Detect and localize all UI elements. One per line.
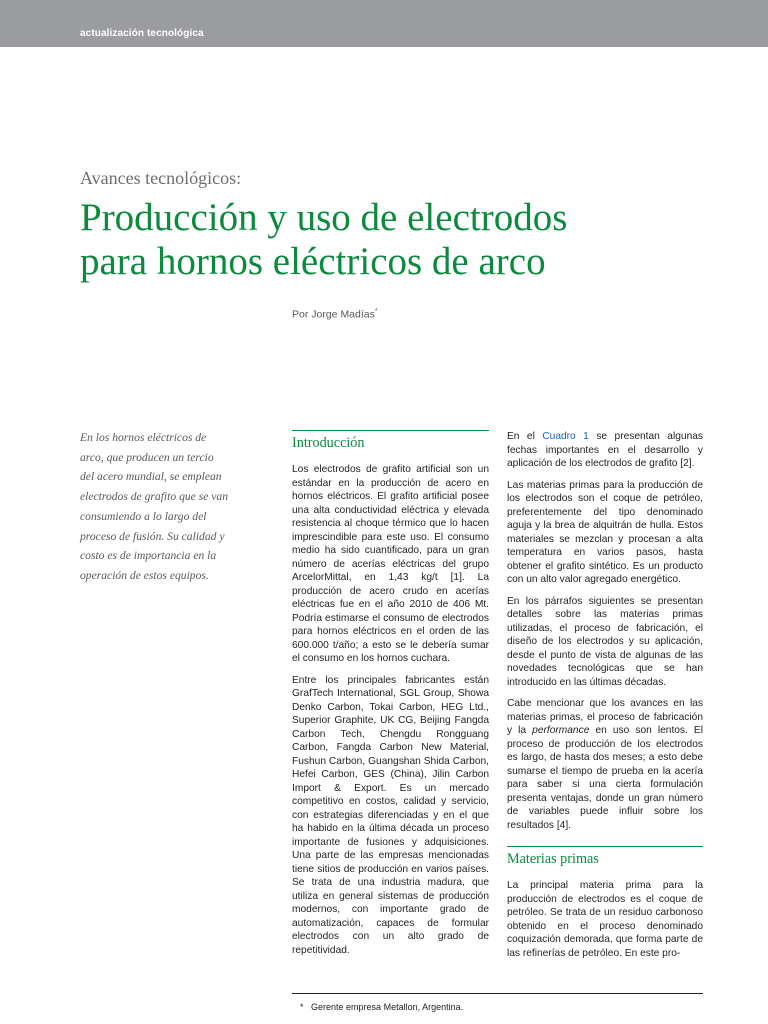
body-column-left <box>292 430 489 965</box>
paragraph: Los electrodos de grafito artificial son un estándar en la producción de acero en hornos eléctricos. El grafito artificial posee una alta conductividad eléctrica y elevada resistencia al choque térmico que lo hacen imprescindible para este uso. El consumo medio ha sido cuantificado, para un gran número de acerías eléctricas del grupo ArcelorMittal, en 1,43 kg/t [1]. La producción de acero crudo en acerías eléctricas fue en el año 2010 de 406 Mt. Podría estimarse el consumo de electrodos para hornos eléctricos en el orden de las 600.000 t/año; a esto se le debería sumar el consumo en los hornos cuchara. <box>292 464 489 664</box>
summary-line: consumiendo a lo largo del <box>80 509 207 523</box>
summary-line: arco, que producen un tercio <box>80 450 214 464</box>
paragraph: La principal materia prima para la producción de electrodos es el coque de petróleo. Se trata de un residuo carbonoso obtenido en el proceso denominado coquización demorada, que forma parte de las refinerías de petróleo. En este pro- <box>507 880 703 959</box>
article-summary <box>80 428 258 586</box>
paragraph: En los párrafos siguientes se presentan detalles sobre las materias primas utilizadas, el proceso de fabricación, el diseño de los electrodos y su aplicación, desde el punto de vista de algunas de las novedades tecnológicas que se han introducido en las últimas décadas. <box>507 595 703 688</box>
summary-line: electrodos de grafito que se van <box>80 490 229 504</box>
article-kicker: Avances tecnológicos: <box>80 168 242 188</box>
paragraph: Las materias primas para la producción de los electrodos son el coque de petróleo, preferentemente del tipo denominado aguja y la brea de alquitrán de hulla. Estos materiales se mezclan y procesan a alta temperatura en varios pasos, hasta obtener el grafito sintético. Es un producto con un alto valor agregado energético. <box>507 479 703 585</box>
section-heading-materias-primas: Materias primas <box>507 846 703 869</box>
section-heading-introduccion: Introducción <box>292 430 489 453</box>
paragraph: Entre los principales fabricantes están GrafTech International, SGL Group, Showa Denko Carbon, Tokai Carbon, HEG Ltd., Superior Graphite, UK CG, Beijing Fangda Carbon Tech, Chengdu Rongguang Carbon, Fangda Carbon New Material, Fushun Carbon, Guangshan Shida Carbon, Hefei Carbon, GES (China), Jilin Carbon Import & Export. Es un mercado competitivo en costos, calidad y servicio, con estrategias diferenciadas y en el que ha habido en la última década un proceso importante de fusiones y adquisiciones. Una parte de las empresas mencionadas tiene sitios de producción en varios países. Se trata de una industria madura, que utiliza en general sistemas de producción modernos, con importante grado de automatización, capaces de formular electrodos con un alto grado de repetitividad. <box>292 674 489 956</box>
paragraph-text: En el <box>507 431 543 442</box>
cuadro-1-link[interactable]: Cuadro 1 <box>542 431 589 442</box>
footnote <box>300 1002 463 1012</box>
paragraph-text: en uso son lentos. El proceso de producción de los electrodos es largo, de hasta dos meses; a esto debe sumarse el tiempo de prueba en la acería para saber si una cierta formulación presenta ventajas, donde un gran número de variables puede influir sobre los resultados [4]. <box>507 725 703 831</box>
byline <box>292 308 378 321</box>
paragraph <box>507 430 703 471</box>
author-name: Por Jorge Madías <box>292 308 375 321</box>
section-label: actualización tecnológica <box>80 28 204 39</box>
paragraph-text: Cabe mencionar que los avances en las materias primas, el proceso de fabricación y la <box>507 698 703 736</box>
body-column-right <box>507 430 703 968</box>
footnote-text: Gerente empresa Metallon, Argentina. <box>311 1002 464 1012</box>
summary-line: proceso de fusión. Su calidad y <box>80 529 225 543</box>
emphasis: performance <box>532 725 590 736</box>
footnote-mark: * <box>300 1002 304 1012</box>
article-title <box>80 196 720 284</box>
paragraph <box>507 697 703 832</box>
summary-line: costo es de importancia en la <box>80 549 217 563</box>
paragraph-text: se presentan algunas fechas importantes en el desarrollo y aplicación de los electrodos de grafito [2]. <box>507 431 703 469</box>
section-header-bar <box>0 0 768 47</box>
summary-line: del acero mundial, se emplean <box>80 470 222 484</box>
footnote-rule <box>292 993 703 994</box>
title-line: para hornos eléctricos de arco <box>80 240 546 283</box>
summary-line: En los hornos eléctricos de <box>80 431 207 444</box>
summary-line: operación de estos equipos. <box>80 568 209 582</box>
title-line: Producción y uso de electrodos <box>80 196 568 239</box>
footnote-mark: * <box>374 308 378 315</box>
